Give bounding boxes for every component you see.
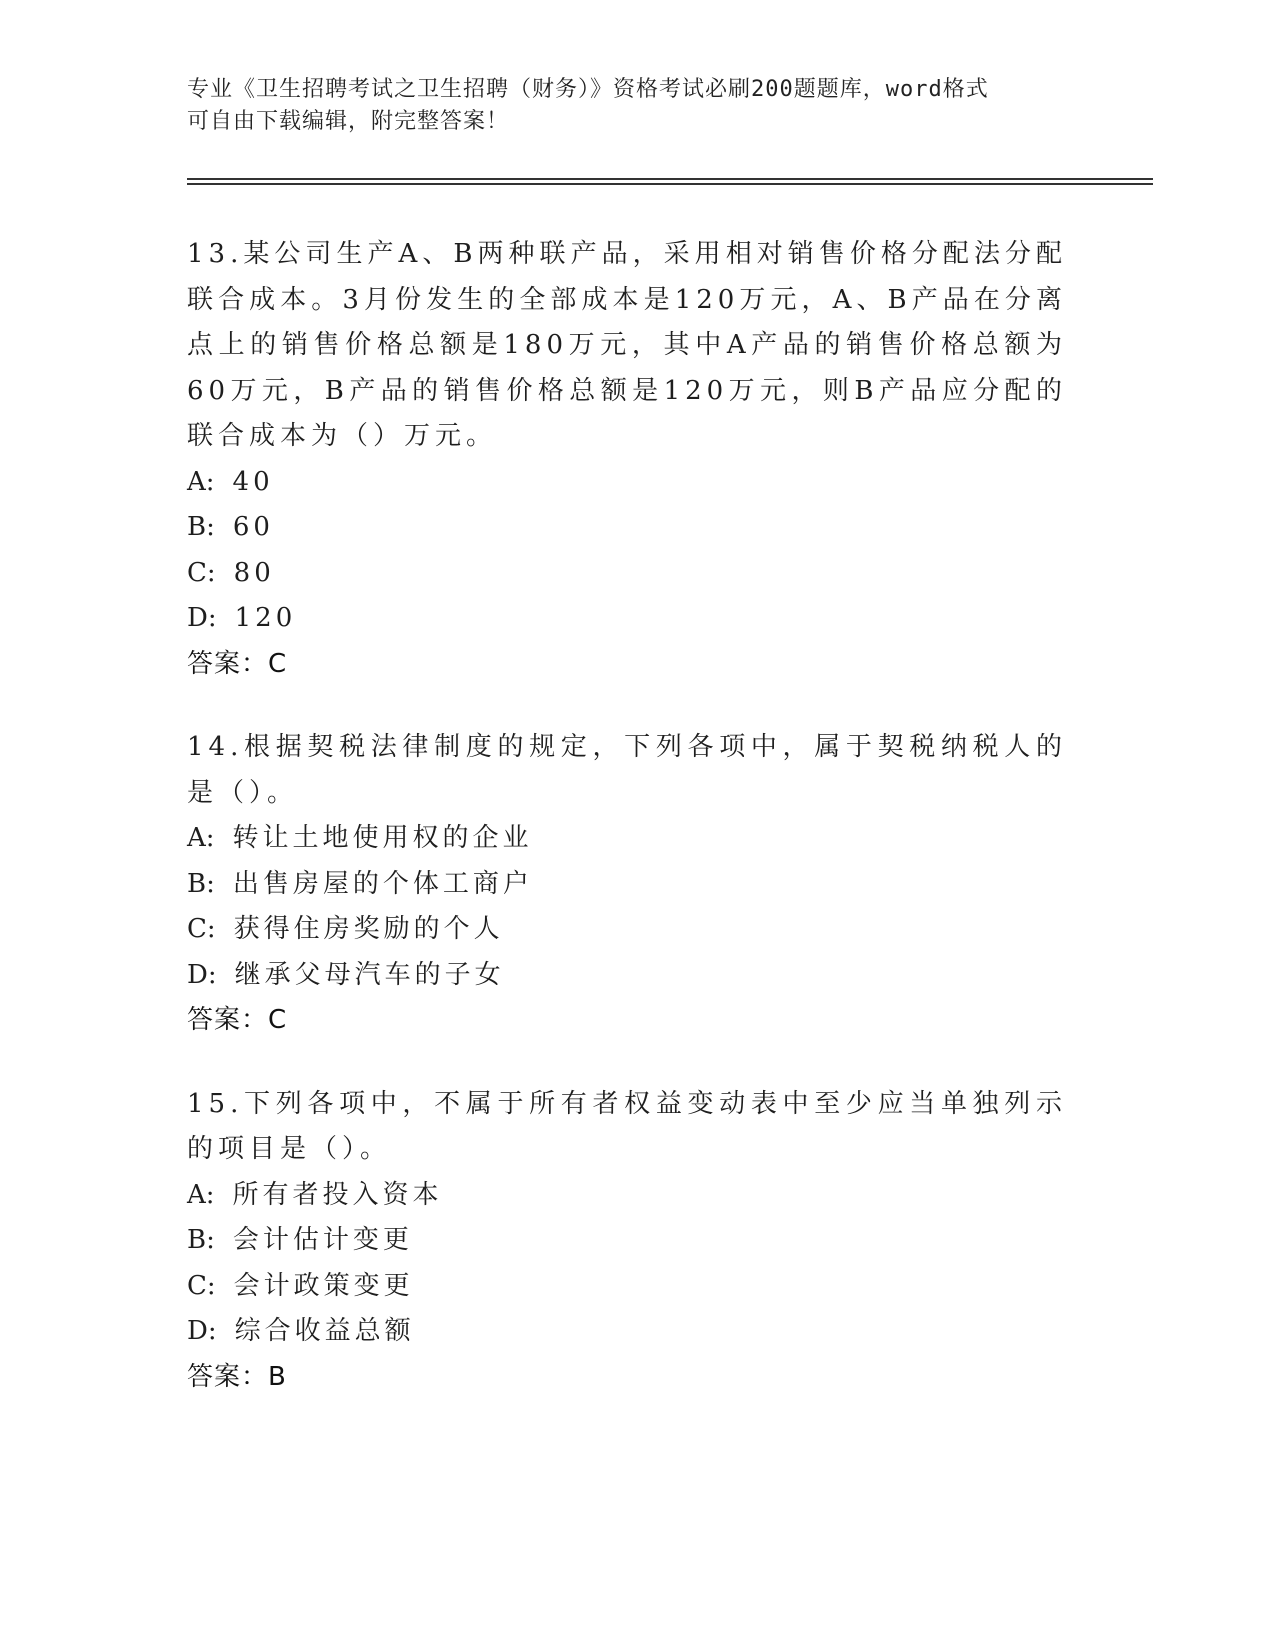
option-a — [187, 816, 1067, 862]
option-text: 获得住房奖励的个人 — [233, 914, 504, 944]
header-line-1: 专业《卫生招聘考试之卫生招聘（财务）》资格考试必刷200题题库，word格式 — [187, 77, 989, 102]
option-text: 所有者投入资本 — [232, 1179, 443, 1210]
option-letter: C — [187, 557, 207, 588]
option-c — [187, 551, 1067, 597]
option-letter: C — [187, 914, 207, 944]
option-letter: D — [187, 603, 208, 633]
option-text: 综合收益总额 — [234, 1316, 415, 1346]
question-15 — [187, 1082, 1067, 1401]
option-c — [187, 1264, 1067, 1310]
option-text: 会计估计变更 — [232, 1225, 413, 1255]
question-14 — [187, 725, 1067, 1044]
question-13 — [187, 232, 1067, 687]
option-text: 40 — [232, 466, 274, 497]
header-divider-top — [187, 178, 1153, 180]
option-d — [187, 596, 1067, 642]
answer-label: 答案：B — [187, 1361, 287, 1392]
header-divider-bottom — [187, 183, 1153, 185]
answer-label: 答案：C — [187, 648, 288, 679]
option-d — [187, 1309, 1067, 1355]
option-separator: : — [205, 466, 219, 497]
option-letter: A — [187, 1179, 206, 1210]
option-a — [187, 460, 1067, 506]
option-letter: D — [187, 1316, 208, 1346]
option-text: 继承父母汽车的子女 — [234, 959, 505, 990]
question-list — [187, 232, 1067, 1438]
option-a — [187, 1173, 1067, 1219]
question-stem: 15.下列各项中，不属于所有者权益变动表中至少应当单独列示的项目是（）。 — [187, 1088, 1067, 1164]
option-b — [187, 862, 1067, 908]
option-letter: B — [187, 1225, 207, 1255]
question-stem: 13.某公司生产A、B两种联产品，采用相对销售价格分配法分配联合成本。3月份发生的全部成本是120万元，A、B产品在分离点上的销售价格总额是180万元，其中A产品的销售价格总额为60万元，B产品的销售价格总额是120万元，则B产品应分配的联合成本为（）万元。 — [187, 239, 1067, 451]
option-b — [187, 1218, 1067, 1264]
option-text: 会计政策变更 — [233, 1270, 414, 1301]
option-text: 120 — [234, 603, 297, 633]
option-separator: : — [205, 1179, 219, 1210]
option-text: 60 — [232, 512, 274, 542]
option-letter: D — [187, 959, 208, 990]
option-letter: B — [187, 868, 207, 899]
option-separator: : — [206, 1270, 220, 1301]
option-separator: : — [206, 512, 219, 542]
option-letter: A — [187, 823, 206, 853]
option-letter: B — [187, 512, 207, 542]
option-text: 出售房屋的个体工商户 — [232, 868, 533, 899]
option-separator: : — [206, 1225, 219, 1255]
option-b — [187, 505, 1067, 551]
option-text: 转让土地使用权的企业 — [232, 823, 533, 853]
header-line-2: 可自由下载编辑，附完整答案！ — [187, 109, 510, 134]
option-separator: : — [207, 1316, 221, 1346]
document-header — [187, 74, 1067, 138]
option-separator: : — [207, 603, 221, 633]
option-letter: C — [187, 1270, 207, 1301]
option-text: 80 — [233, 557, 275, 588]
question-stem: 14.根据契税法律制度的规定，下列各项中，属于契税纳税人的是（）。 — [187, 732, 1067, 808]
option-separator: : — [206, 914, 220, 944]
option-separator: : — [206, 868, 219, 899]
option-separator: : — [206, 557, 220, 588]
option-letter: A — [187, 466, 206, 497]
option-d — [187, 953, 1067, 999]
answer-label: 答案：C — [187, 1005, 288, 1035]
option-separator: : — [205, 823, 219, 853]
option-separator: : — [207, 959, 221, 990]
option-c — [187, 907, 1067, 953]
